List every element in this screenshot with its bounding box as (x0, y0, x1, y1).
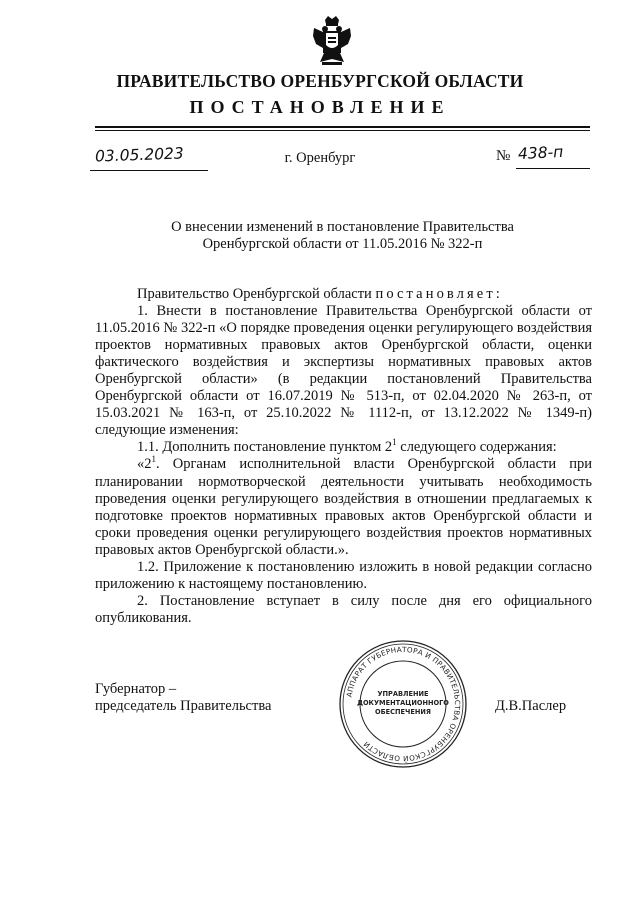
paragraph-1-2: 1.2. Приложение к постановлению изложить в новой редакции согласно приложению к настоящему постановлению. (95, 558, 592, 592)
document-subject (95, 219, 590, 253)
quoted-clause: «$2^1$. Органам исполнительной власти Оренбургской области при планировании нормотворческой деятельности учитывать необходимость проведения оценки регулирующего воздействия в отношении предлагаемых к подготовке проектов нормативных правовых актов Оренбургской области и сроки проведения оценки регулирующего воздействия проектов нормативных правовых актов Оренбургской области.». (95, 454, 592, 558)
resolves-word: постановляет (375, 286, 496, 302)
stamp-center-line-2: ДОКУМЕНТАЦИОННОГО (357, 699, 449, 707)
paragraph-1-1: 1.1. Дополнить постановление пунктом $2^1$ следующего содержания: (137, 437, 557, 456)
paragraph-1: 1. Внести в постановление Правительства Оренбургской области от 11.05.2016 № 322-п «О порядке проведения оценки регулирующего воздействия проектов нормативных правовых актов Оренбургской области, оценки фактического воздействия и экспертизы нормативных правовых актов Оренбургской области» (в редакции постановлений Правительства Оренбургской области от 16.07.2019 № 513-п, от 02.04.2020 № 263-п, от 15.03.2021 № 163-п, от 25.10.2022 № 1112-п, от 13.12.2022 № 1349-п) следующие изменения: (95, 303, 592, 439)
signatory-title: Губернатор – председатель Правительства (95, 681, 272, 714)
number-underline (516, 168, 590, 169)
header-rule-thick (95, 126, 590, 128)
organization-title: ПРАВИТЕЛЬСТВО ОРЕНБУРГСКОЙ ОБЛАСТИ (116, 71, 524, 91)
document-city: г. Оренбург (284, 150, 356, 166)
official-stamp (337, 638, 469, 770)
header-rule-thin (95, 130, 590, 131)
stamp-center-line-3: ОБЕСПЕЧЕНИЯ (375, 708, 431, 716)
stamp-center-line-1: УПРАВЛЕНИЕ (377, 690, 429, 698)
stamp-ring-text: АППАРАТ ГУБЕРНАТОРА И ПРАВИТЕЛЬСТВА ОРЕНБУРГСКОЙ ОБЛАСТИ (344, 644, 463, 764)
coat-of-arms-icon (311, 14, 353, 68)
document-body (95, 286, 592, 627)
number-label: № (496, 148, 511, 164)
subject-line-1: О внесении изменений в постановление Правительства (171, 219, 514, 235)
signatory-name: Д.В.Паслер (495, 698, 567, 714)
document-type: ПОСТАНОВЛЕНИЕ (189, 97, 451, 117)
document-number: 438-п (517, 142, 564, 164)
paragraph-2: 2. Постановление вступает в силу после дня его официального опубликования. (95, 592, 592, 626)
document-date: 03.05.2023 (94, 144, 185, 166)
subject-line-2: Оренбургской области от 11.05.2016 № 322-п (202, 236, 483, 252)
date-underline (90, 170, 208, 171)
intro-paragraph: Правительство Оренбургской области постановляет: (137, 286, 500, 302)
